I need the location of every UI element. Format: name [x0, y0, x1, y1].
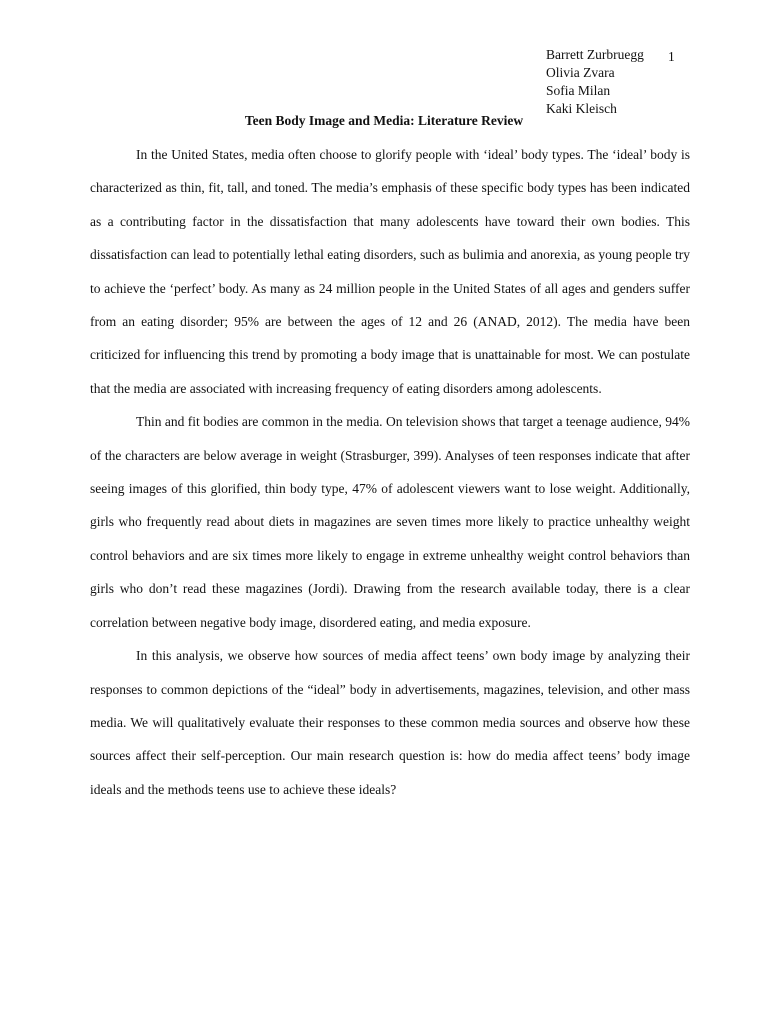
- author-name: Sofia Milan: [546, 83, 611, 98]
- author-list: [546, 46, 746, 118]
- body-paragraph: In this analysis, we observe how sources of media affect teens’ own body image by analyzing their responses to common depictions of the “ideal” body in advertisements, magazines, television, and other mass media. We will qualitatively evaluate their responses to these common media sources and observe how these sources affect their self-perception. Our main research question is: how do media affect teens’ body image ideals and the methods teens use to achieve these ideals?: [90, 648, 690, 797]
- page-number: 1: [668, 49, 675, 64]
- body-paragraph: Thin and fit bodies are common in the media. On television shows that target a teenage audience, 94% of the characters are below average in weight (Strasburger, 399). Analyses of teen responses indicate that after seeing images of this glorified, thin body type, 47% of adolescent viewers want to lose weight. Additionally, girls who frequently read about diets in magazines are seven times more likely to practice unhealthy weight control behaviors and are six times more likely to engage in extreme unhealthy weight control behaviors than girls who don’t read these magazines (Jordi). Drawing from the research available today, there is a clear correlation between negative body image, disordered eating, and media exposure.: [90, 414, 690, 630]
- author-name: Kaki Kleisch: [546, 101, 617, 116]
- document-title: Teen Body Image and Media: Literature Review: [244, 113, 524, 128]
- body-paragraph: In the United States, media often choose to glorify people with ‘ideal’ body types. The ‘ideal’ body is characterized as thin, fit, tall, and toned. The media’s emphasis of these specific body types has been indicated as a contributing factor in the dissatisfaction that many adolescents have toward their own bodies. This dissatisfaction can lead to potentially lethal eating disorders, such as bulimia and anorexia, as young people try to achieve the ‘perfect’ body. As many as 24 million people in the United States of all ages and genders suffer from an eating disorder; 95% are between the ages of 12 and 26 (ANAD, 2012). The media have been criticized for influencing this trend by promoting a body image that is unattainable for most. We can postulate that the media are associated with increasing frequency of eating disorders among adolescents.: [90, 147, 690, 396]
- author-name: Barrett Zurbruegg: [546, 47, 644, 62]
- author-name: Olivia Zvara: [546, 65, 615, 80]
- document-body: [90, 138, 690, 806]
